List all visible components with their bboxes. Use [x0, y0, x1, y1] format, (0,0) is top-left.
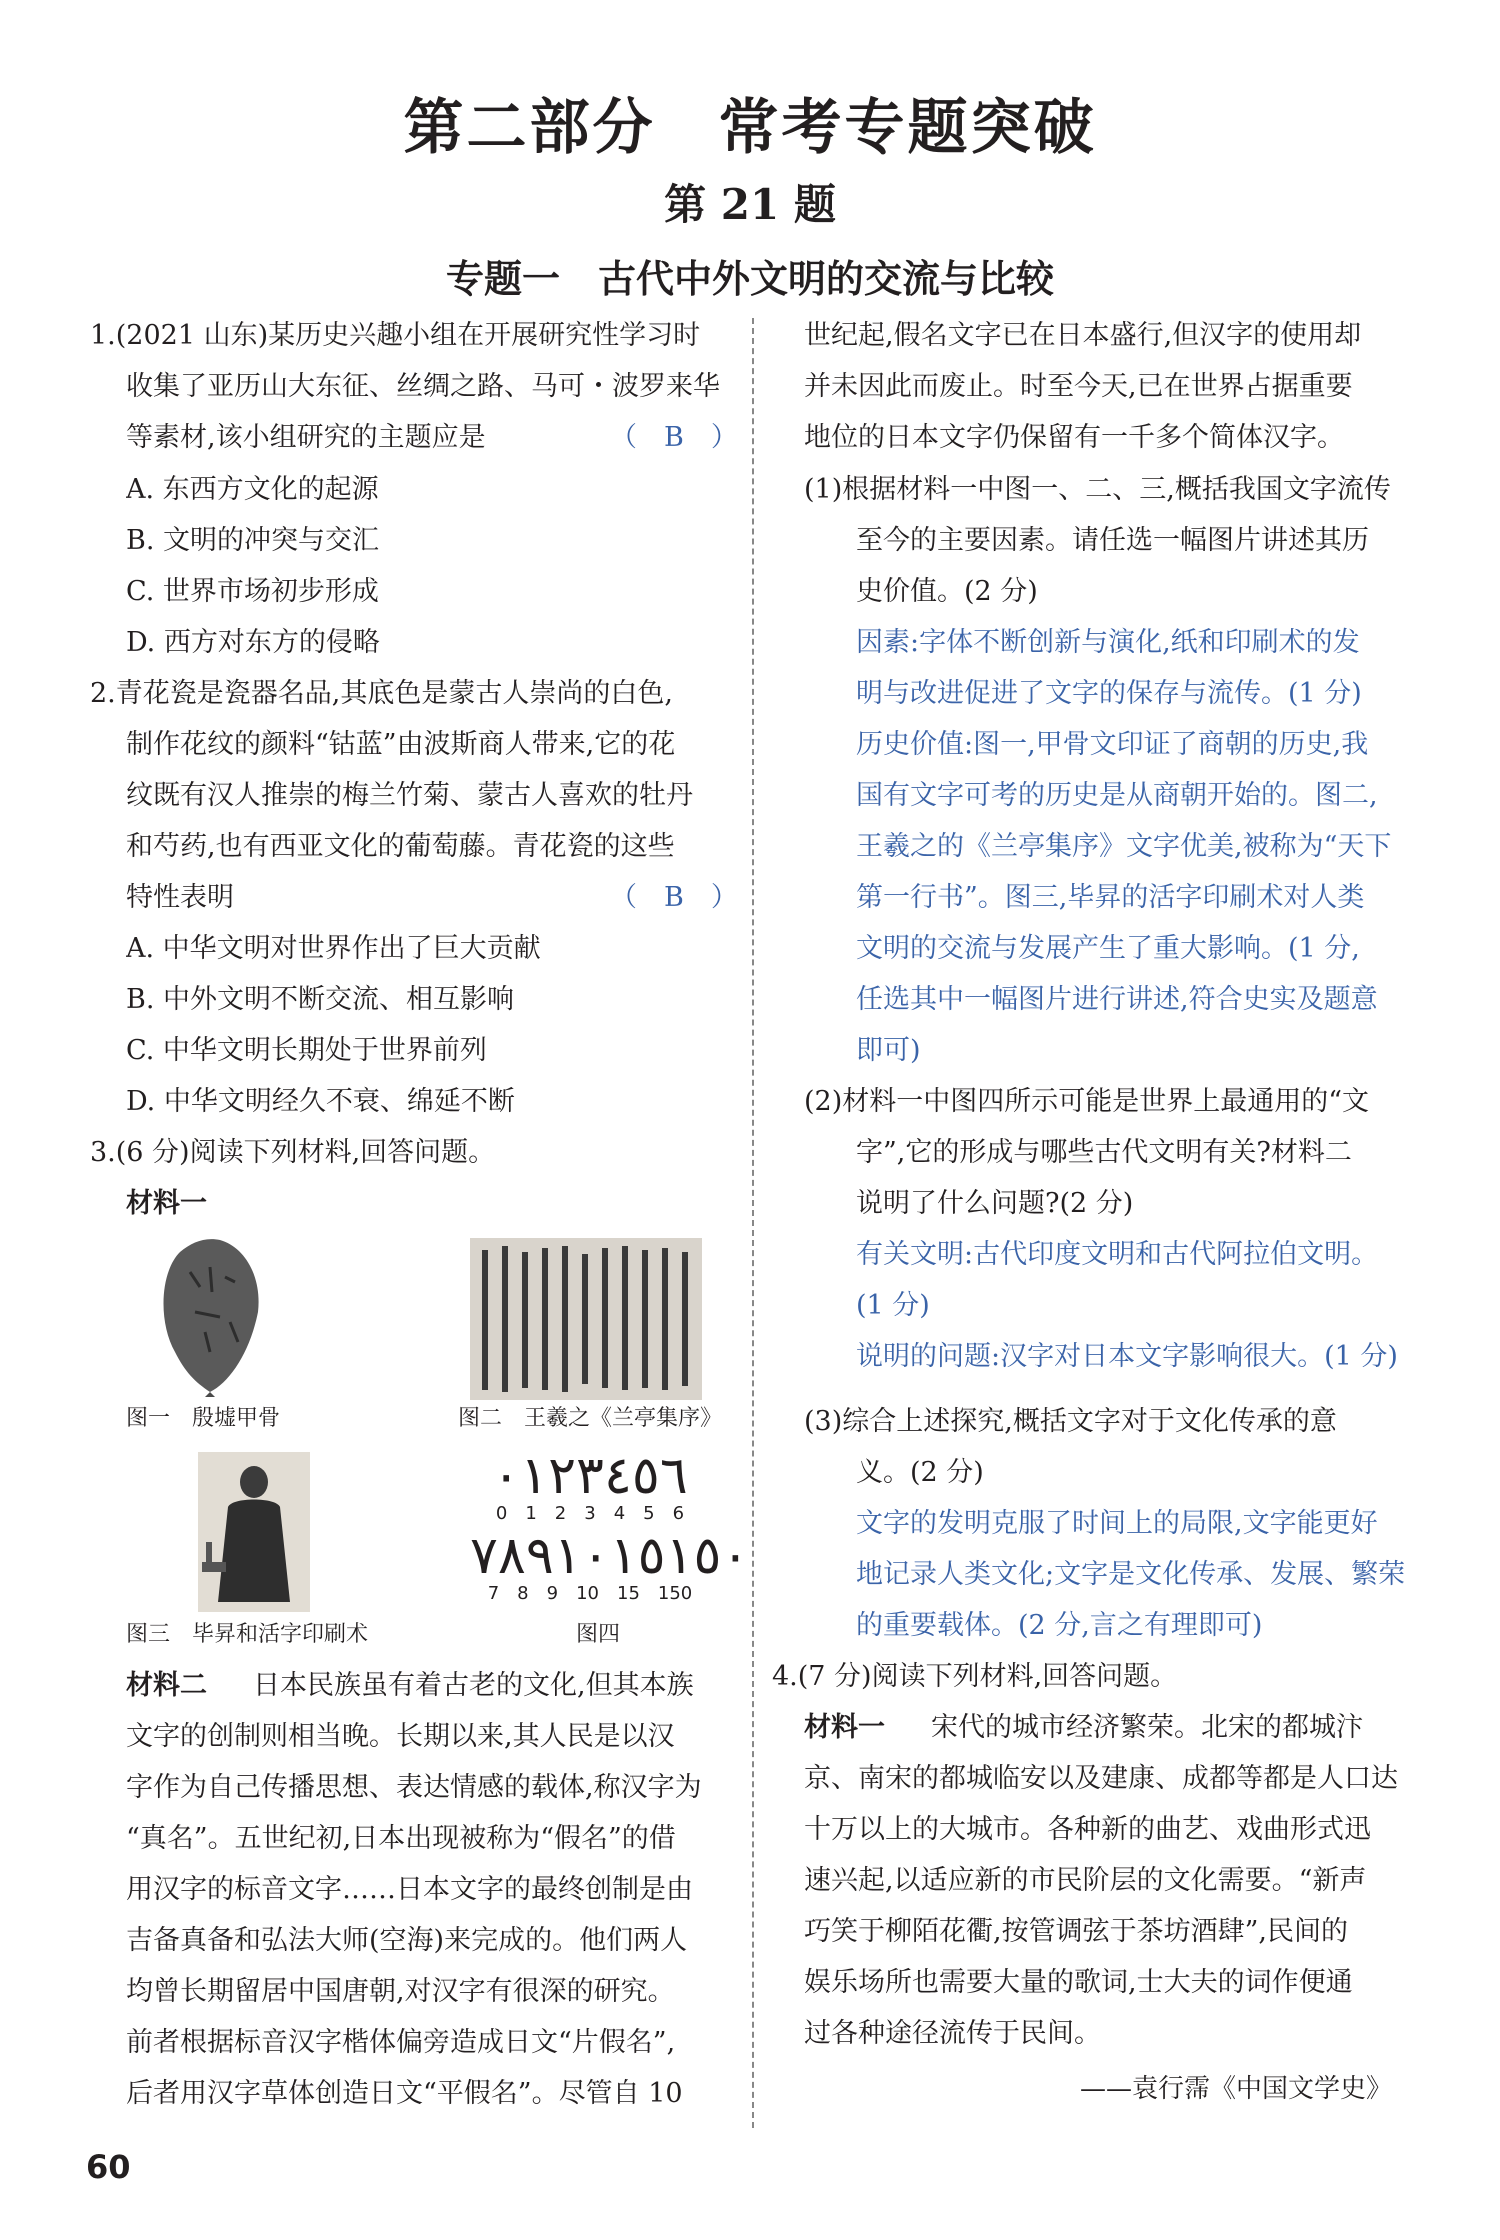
q2-line: 制作花纹的颜料“钴蓝”由波斯商人带来,它的花: [126, 729, 676, 760]
sub2-answer-line: (1 分): [856, 1290, 930, 1321]
q1-line: 收集了亚历山大东征、丝绸之路、马可・波罗来华: [126, 371, 720, 402]
sub1-answer-line: 即可): [856, 1035, 921, 1066]
material2-line: “真名”。五世纪初,日本出现被称为“假名”的借: [126, 1823, 676, 1854]
q4-material-line: 速兴起,以适应新的市民阶层的文化需要。“新声: [804, 1865, 1367, 1896]
material2-continued-line: 地位的日本文字仍保留有一千多个简体汉字。: [804, 422, 1344, 453]
q4-source-citation: ——袁行霈《中国文学史》: [1080, 2074, 1393, 2104]
q1-option: D. 西方对东方的侵略: [126, 627, 380, 658]
material1-label: 材料一: [126, 1188, 207, 1219]
sub2-answer-line: 有关文明:古代印度文明和古代阿拉伯文明。: [856, 1239, 1379, 1270]
fig2-calligraphy-image: [470, 1238, 702, 1400]
material2-line: 吉备真备和弘法大师(空海)来完成的。他们两人: [126, 1925, 688, 1956]
q1-line: 等素材,该小组研究的主题应是: [126, 422, 486, 453]
sub2-question-line: 说明了什么问题?(2 分): [856, 1188, 1134, 1219]
material2-line: 日本民族虽有着古老的文化,但其本族: [226, 1670, 694, 1701]
sub1-answer-line: 文明的交流与发展产生了重大影响。(1 分,: [856, 933, 1360, 964]
sub2-answer-line: 说明的问题:汉字对日本文字影响很大。(1 分): [856, 1341, 1398, 1372]
fig4-arabic-row1: ٠١٢٣٤٥٦: [492, 1446, 688, 1506]
fig4-latin-row2: 7 8 9 10 15 150: [487, 1583, 693, 1604]
sub2-question-line: 字”,它的形成与哪些古代文明有关?材料二: [856, 1137, 1352, 1168]
q4-material-line: 娱乐场所也需要大量的歌词,士大夫的词作便通: [804, 1967, 1353, 1998]
sub1-question-line: 史价值。(2 分): [856, 576, 1038, 607]
sub1-answer-line: 任选其中一幅图片进行讲述,符合史实及题意: [856, 984, 1378, 1015]
q2-option: D. 中华文明经久不衰、绵延不断: [126, 1086, 515, 1117]
material2-line: 均曾长期留居中国唐朝,对汉字有很深的研究。: [126, 1976, 675, 2007]
q4-material-line: 京、南宋的都城临安以及建康、成都等都是人口达: [804, 1763, 1398, 1794]
q2-answer: （ B ）: [610, 882, 738, 913]
q2-option: B. 中外文明不断交流、相互影响: [126, 984, 515, 1015]
material2-line: 文字的创制则相当晚。长期以来,其人民是以汉: [126, 1721, 675, 1752]
material2-line: 后者用汉字草体创造日文“平假名”。尽管自 10: [126, 2078, 683, 2109]
q1-option: C. 世界市场初步形成: [126, 576, 379, 607]
q2-line: 2.青花瓷是瓷器名品,其底色是蒙古人崇尚的白色,: [90, 678, 673, 709]
sub1-answer-line: 历史价值:图一,甲骨文印证了商朝的历史,我: [856, 729, 1369, 760]
sub1-answer-line: 明与改进促进了文字的保存与流传。(1 分): [856, 678, 1362, 709]
q2-line: 特性表明: [126, 882, 234, 913]
material2-label: 材料二: [126, 1670, 207, 1701]
column-divider: [752, 318, 754, 2128]
q3-intro: 3.(6 分)阅读下列材料,回答问题。: [90, 1137, 496, 1168]
sub1-answer-line: 因素:字体不断创新与演化,纸和印刷术的发: [856, 627, 1360, 658]
q4-intro: 4.(7 分)阅读下列材料,回答问题。: [772, 1661, 1178, 1692]
sub1-answer-line: 国有文字可考的历史是从商朝开始的。图二,: [856, 780, 1378, 811]
q4-material1-label: 材料一: [804, 1712, 885, 1743]
sub3-question-line: (3)综合上述探究,概括文字对于文化传承的意: [804, 1406, 1337, 1437]
fig4-caption: 图四: [576, 1622, 621, 1647]
q1-option: A. 东西方文化的起源: [126, 474, 379, 505]
fig3-bi-sheng-image: [198, 1452, 310, 1612]
material2-line: 前者根据标音汉字楷体偏旁造成日文“片假名”,: [126, 2027, 676, 2058]
sub1-answer-line: 第一行书”。图三,毕昇的活字印刷术对人类: [856, 882, 1365, 913]
q2-option: A. 中华文明对世界作出了巨大贡献: [126, 933, 541, 964]
sub1-question-line: (1)根据材料一中图一、二、三,概括我国文字流传: [804, 474, 1391, 505]
fig1-caption: 图一 殷墟甲骨: [126, 1406, 281, 1431]
question-title: 第 21 题: [664, 180, 836, 229]
fig4-latin-row1: 0 1 2 3 4 5 6: [495, 1503, 685, 1524]
fig4-arabic-row2: ٧٨٩١٠١٥١٥٠: [470, 1526, 750, 1586]
sub1-question-line: 至今的主要因素。请任选一幅图片讲述其历: [856, 525, 1369, 556]
page-number: 60: [86, 2148, 131, 2186]
fig4-numerals-image: [470, 1446, 750, 1608]
q4-material-line: 巧笑于柳陌花衢,按管调弦于茶坊酒肆”,民间的: [804, 1916, 1348, 1947]
q2-line: 和芍药,也有西亚文化的葡萄藤。青花瓷的这些: [126, 831, 675, 862]
q1-answer: （ B ）: [610, 422, 738, 453]
q4-material-line: 过各种途径流传于民间。: [804, 2018, 1101, 2049]
sub3-answer-line: 地记录人类文化;文字是文化传承、发展、繁荣: [856, 1559, 1406, 1590]
material2-line: 用汉字的标音文字……日本文字的最终创制是由: [126, 1874, 693, 1905]
q1-line: 1.(2021 山东)某历史兴趣小组在开展研究性学习时: [90, 320, 701, 351]
part-title: 第二部分 常考专题突破: [403, 93, 1097, 163]
material2-continued-line: 世纪起,假名文字已在日本盛行,但汉字的使用却: [804, 320, 1362, 351]
sub3-answer-line: 文字的发明克服了时间上的局限,文字能更好: [856, 1508, 1378, 1539]
sub1-answer-line: 王羲之的《兰亭集序》文字优美,被称为“天下: [856, 831, 1392, 862]
material2-continued-line: 并未因此而废止。时至今天,已在世界占据重要: [804, 371, 1353, 402]
sub3-answer-line: 的重要载体。(2 分,言之有理即可): [856, 1610, 1263, 1641]
sub2-question-line: (2)材料一中图四所示可能是世界上最通用的“文: [804, 1086, 1370, 1117]
fig3-caption: 图三 毕昇和活字印刷术: [126, 1622, 369, 1647]
q4-material-line: 十万以上的大城市。各种新的曲艺、戏曲形式迅: [804, 1814, 1371, 1845]
fig1-oracle-bone-image: [150, 1232, 270, 1397]
sub3-question-line: 义。(2 分): [856, 1457, 984, 1488]
q1-option: B. 文明的冲突与交汇: [126, 525, 380, 556]
q4-material-line: 宋代的城市经济繁荣。北宋的都城汴: [904, 1712, 1363, 1743]
q2-line: 纹既有汉人推崇的梅兰竹菊、蒙古人喜欢的牡丹: [126, 780, 693, 811]
topic-title: 专题一 古代中外文明的交流与比较: [445, 257, 1054, 301]
fig2-caption: 图二 王羲之《兰亭集序》: [458, 1406, 723, 1431]
q2-option: C. 中华文明长期处于世界前列: [126, 1035, 487, 1066]
material2-line: 字作为自己传播思想、表达情感的载体,称汉字为: [126, 1772, 702, 1803]
